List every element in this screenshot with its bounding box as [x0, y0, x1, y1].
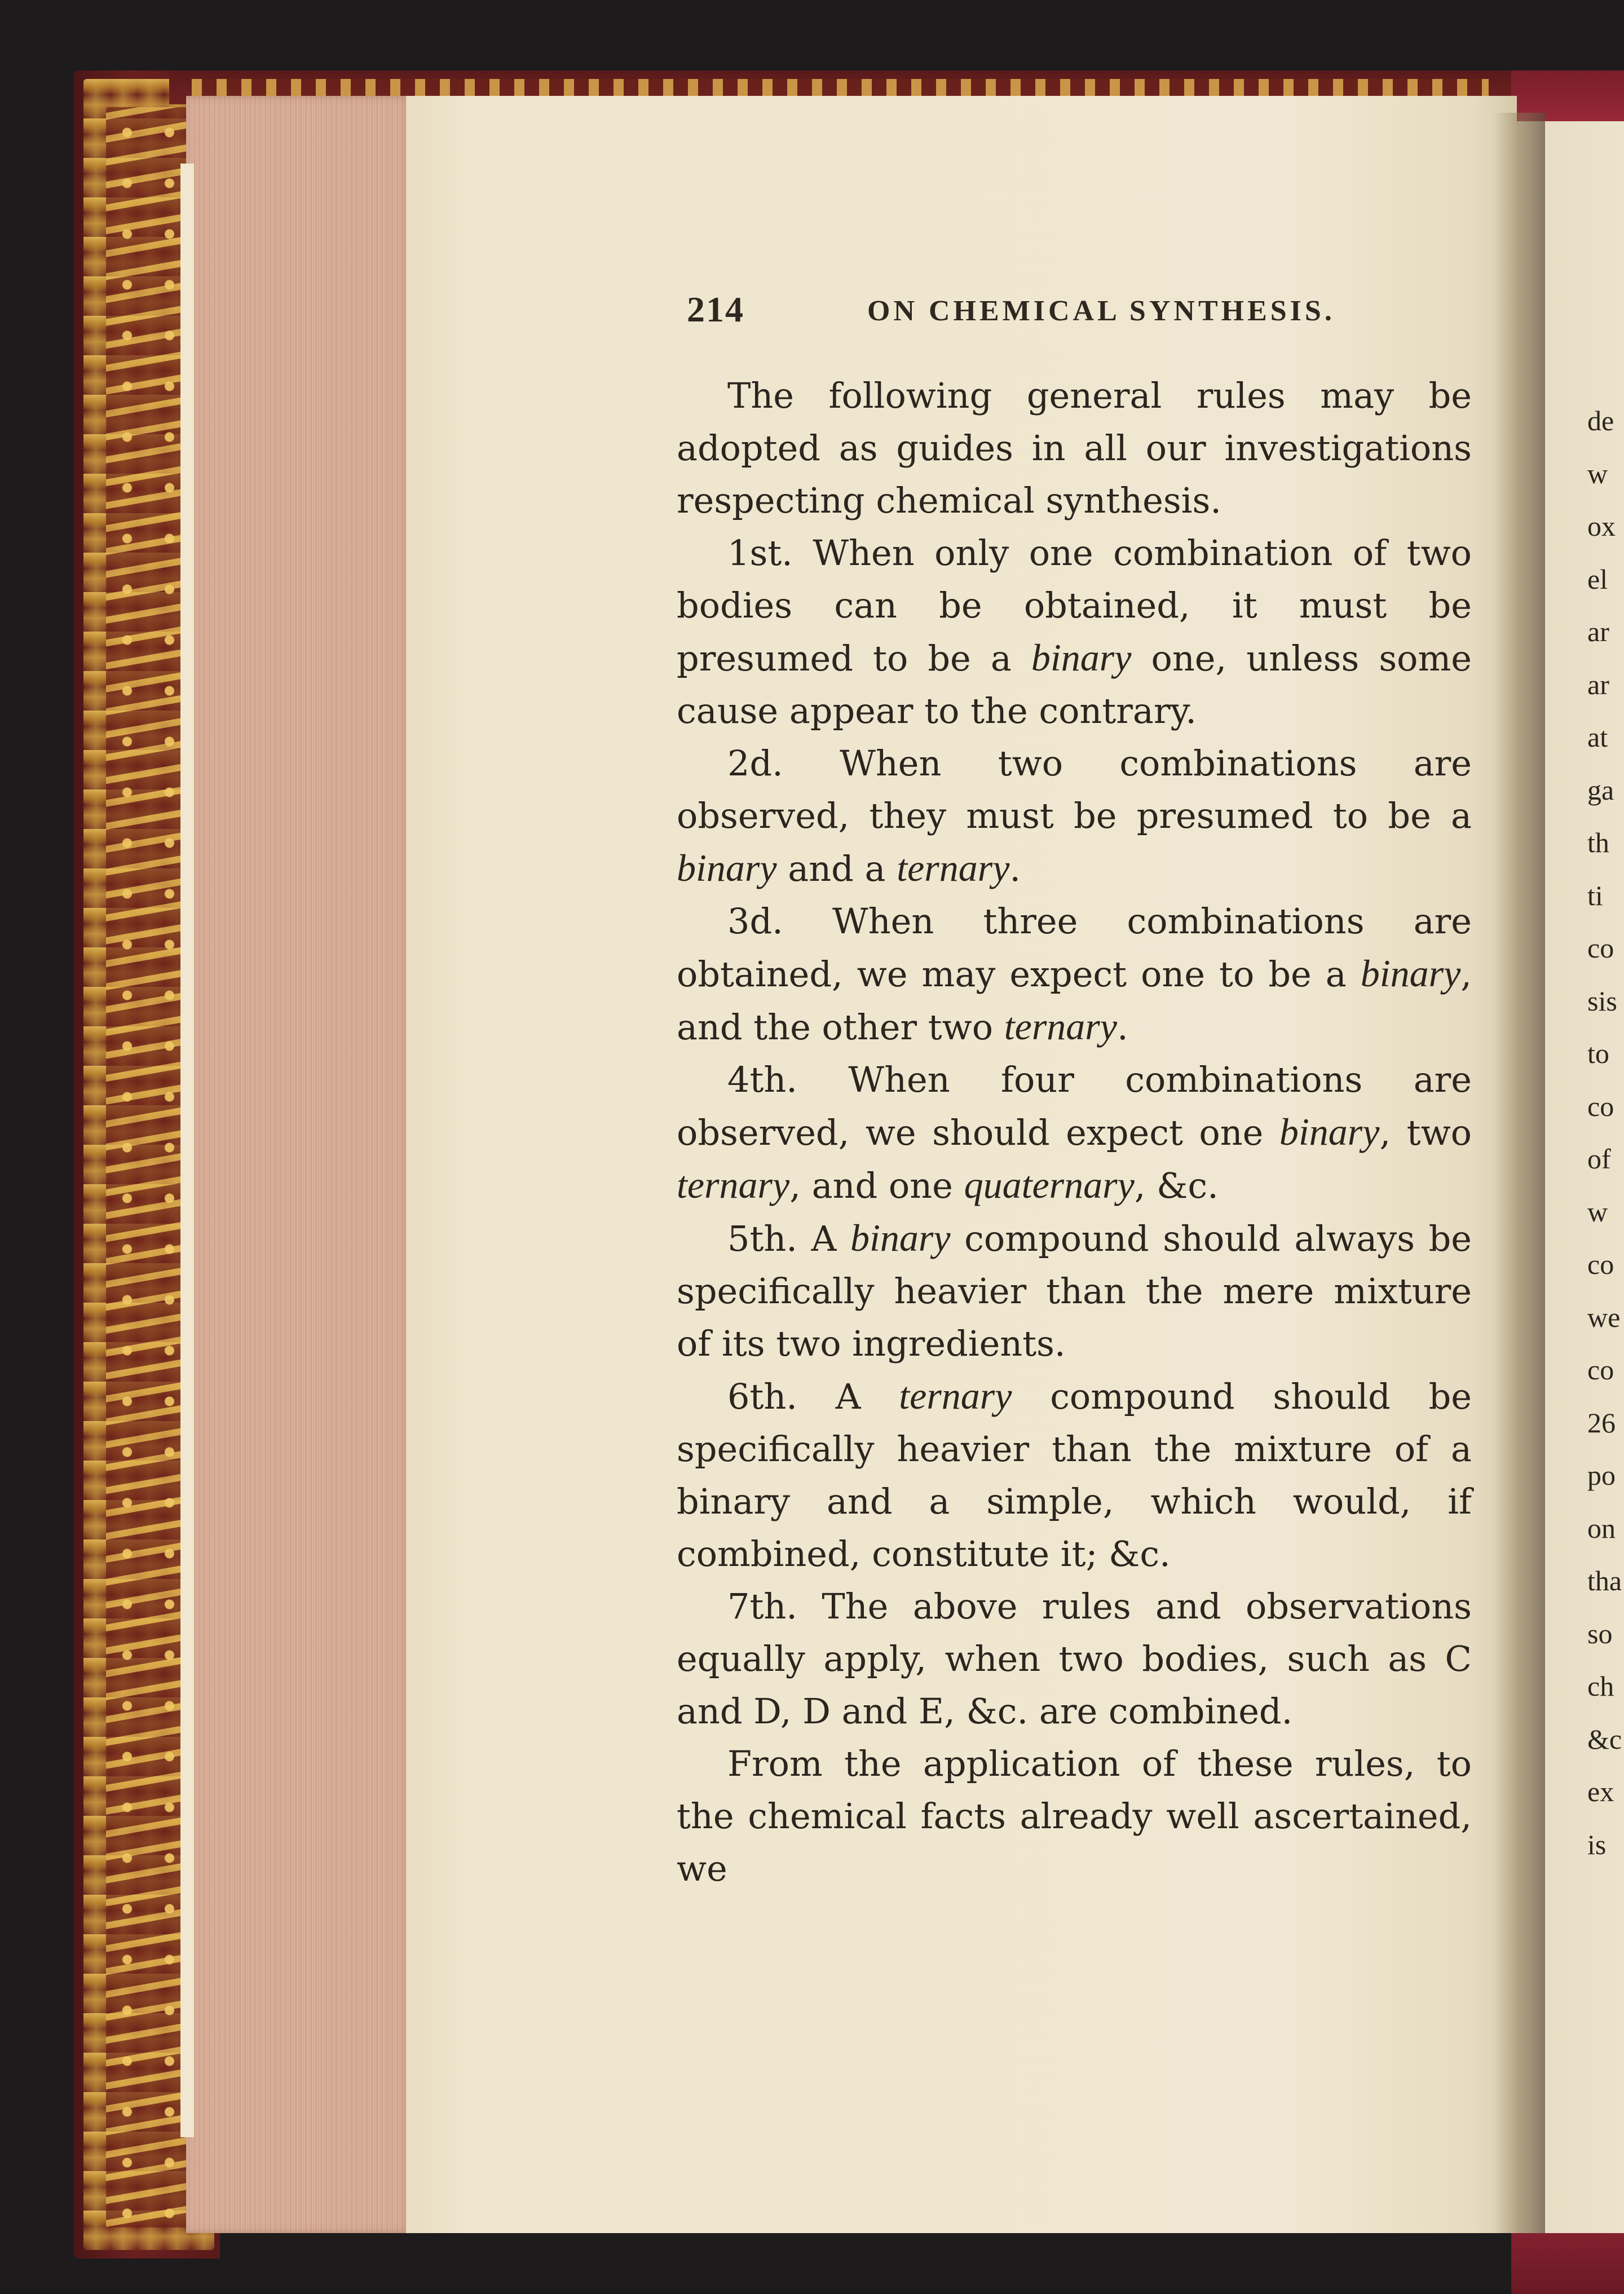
facing-line-fragment: el [1587, 563, 1608, 595]
paragraph [677, 1370, 1472, 1580]
paragraph [677, 1737, 1472, 1895]
facing-line-fragment: co [1587, 1354, 1614, 1386]
facing-line-fragment: we [1587, 1301, 1621, 1333]
paragraph [677, 1212, 1472, 1370]
text-run: The following general rules may be adopted as guides in all our investigations respecting chemical synthesis. [677, 375, 1472, 521]
italic-term: ternary [897, 846, 1010, 889]
italic-term: quaternary [964, 1163, 1135, 1206]
paragraph [677, 1053, 1472, 1212]
page-header [687, 289, 1476, 339]
paragraph [677, 369, 1472, 527]
italic-term: ternary [899, 1374, 1012, 1417]
paragraph [677, 527, 1472, 737]
facing-line-fragment: ga [1587, 774, 1614, 806]
facing-line-fragment: de [1587, 405, 1614, 436]
text-run: and a [776, 848, 897, 889]
text-run: , and the other two [677, 954, 1472, 1048]
facing-line-fragment: at [1587, 721, 1608, 753]
paragraph [677, 1580, 1472, 1737]
facing-line-fragment: of [1587, 1143, 1611, 1175]
italic-term: binary [677, 846, 777, 889]
facing-line-fragment: co [1587, 1249, 1614, 1280]
italic-term: ternary [1004, 1005, 1117, 1048]
facing-line-fragment: sis [1587, 985, 1617, 1017]
text-run: 3d. When three combinations are obtained, we may expect one to be a [677, 901, 1472, 995]
paragraph [677, 737, 1472, 895]
text-run: 5th. A [727, 1218, 851, 1259]
italic-term: ternary [677, 1163, 790, 1206]
facing-line-fragment: to [1587, 1038, 1609, 1069]
text-run: one, unless some cause appear to the contrary. [677, 638, 1472, 731]
italic-term: binary [850, 1216, 951, 1259]
facing-line-fragment: 26 [1587, 1406, 1616, 1439]
text-run: . [1116, 1007, 1128, 1048]
text-run: From the application of these rules, to the chemical facts already well ascertained, we [677, 1743, 1472, 1889]
running-head: ON CHEMICAL SYNTHESIS. [867, 295, 1335, 327]
italic-term: binary [1279, 1110, 1380, 1153]
facing-line-fragment: tha [1587, 1565, 1622, 1596]
paragraph [677, 895, 1472, 1053]
text-run: 7th. The above rules and observations equally apply, when two bodies, such as C and D, D and E, &c. are combined. [677, 1586, 1472, 1732]
text-run: . [1009, 848, 1021, 889]
italic-term: binary [1360, 952, 1461, 995]
text-run: 1st. When only one combination of two bodies can be obtained, it must be presumed to be a [677, 532, 1472, 679]
facing-line-fragment: w [1587, 457, 1608, 489]
facing-line-fragment: co [1587, 1090, 1614, 1122]
page-body [677, 369, 1472, 1895]
page-fore-edge [186, 96, 412, 2233]
facing-line-fragment: th [1587, 827, 1609, 858]
facing-line-fragment: ox [1587, 510, 1616, 542]
facing-page-text [1587, 395, 1624, 1871]
facing-line-fragment: w [1587, 1195, 1608, 1228]
facing-line-fragment: ch [1587, 1670, 1614, 1702]
italic-term: binary [1031, 636, 1132, 679]
text-run: 4th. When four combinations are observed, we should expect one [677, 1059, 1472, 1153]
text-run: compound should be specifically heavier than the mixture of a binary and a simple, which would, if combined, constitute it; &c. [677, 1376, 1472, 1574]
facing-line-fragment: po [1587, 1459, 1616, 1491]
facing-line-fragment: on [1587, 1512, 1616, 1544]
text-run: , and one [789, 1165, 964, 1206]
facing-line-fragment: so [1587, 1617, 1613, 1649]
facing-line-fragment: ar [1587, 616, 1609, 647]
text-run: , &c. [1134, 1165, 1219, 1206]
facing-line-fragment: ar [1587, 668, 1609, 700]
facing-line-fragment: ti [1587, 879, 1603, 911]
page-gutter-shadow [1494, 113, 1545, 2233]
facing-line-fragment: &c [1587, 1723, 1622, 1755]
text-run: compound should always be specifically heavier than the mere mixture of its two ingredients. [677, 1218, 1472, 1364]
page-edge-highlight [180, 164, 194, 2137]
page-number: 214 [687, 289, 744, 329]
facing-line-fragment: ex [1587, 1776, 1614, 1807]
text-run: 6th. A [727, 1376, 899, 1417]
gilt-floral-ornament [106, 107, 191, 2227]
facing-line-fragment: co [1587, 932, 1614, 964]
text-run: 2d. When two combinations are observed, they must be presumed to be a [677, 743, 1472, 836]
facing-line-fragment: is [1587, 1828, 1607, 1860]
text-run: , two [1379, 1112, 1472, 1153]
